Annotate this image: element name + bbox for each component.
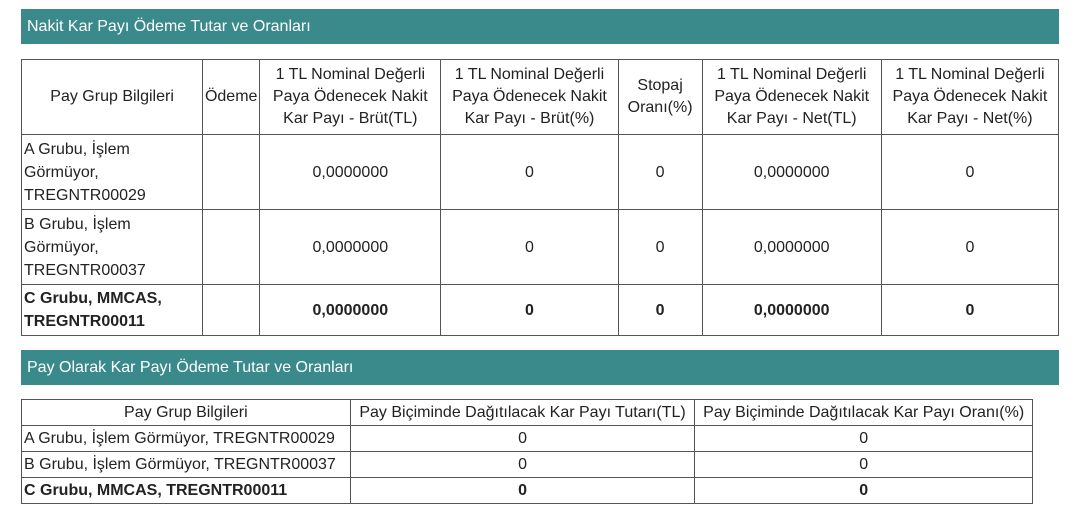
table-row (22, 478, 1033, 504)
col-header-group: Pay Grup Bilgileri (22, 60, 203, 135)
col-header-net-tl: 1 TL Nominal Değerli Paya Ödenecek Nakit Kar Payı - Net(TL) (702, 60, 881, 135)
gross-pct-cell: 0 (441, 285, 618, 336)
withholding-cell: 0 (618, 210, 702, 285)
col-header-gross-pct: 1 TL Nominal Değerli Paya Ödenecek Nakit Kar Payı - Brüt(%) (441, 60, 618, 135)
gross-tl-cell: 0,0000000 (260, 210, 441, 285)
gross-pct-cell: 0 (441, 135, 618, 210)
ratio-cell: 0 (695, 426, 1033, 452)
group-cell: B Grubu, İşlem Görmüyor, TREGNTR00037 (22, 210, 203, 285)
group-cell: A Grubu, İşlem Görmüyor, TREGNTR00029 (22, 426, 351, 452)
amount-cell: 0 (350, 452, 695, 478)
payment-cell (203, 285, 260, 336)
net-pct-cell: 0 (881, 135, 1058, 210)
withholding-cell: 0 (618, 135, 702, 210)
net-pct-cell: 0 (881, 210, 1058, 285)
net-tl-cell: 0,0000000 (702, 210, 881, 285)
gross-pct-cell: 0 (441, 210, 618, 285)
table-row (22, 210, 1059, 285)
net-pct-cell: 0 (881, 285, 1058, 336)
cash-dividend-table (21, 59, 1059, 336)
gross-tl-cell: 0,0000000 (260, 135, 441, 210)
group-cell: B Grubu, İşlem Görmüyor, TREGNTR00037 (22, 452, 351, 478)
withholding-cell: 0 (618, 285, 702, 336)
col-header-ratio: Pay Biçiminde Dağıtılacak Kar Payı Oranı(%) (695, 400, 1033, 426)
table-header-row (22, 60, 1059, 135)
cash-dividend-section-title: Nakit Kar Payı Ödeme Tutar ve Oranları (21, 9, 1059, 44)
col-header-gross-tl: 1 TL Nominal Değerli Paya Ödenecek Nakit Kar Payı - Brüt(TL) (260, 60, 441, 135)
gross-tl-cell: 0,0000000 (260, 285, 441, 336)
table-header-row (22, 400, 1033, 426)
payment-cell (203, 210, 260, 285)
share-dividend-section-title: Pay Olarak Kar Payı Ödeme Tutar ve Oranları (21, 350, 1059, 385)
ratio-cell: 0 (695, 478, 1033, 504)
amount-cell: 0 (350, 478, 695, 504)
col-header-net-pct: 1 TL Nominal Değerli Paya Ödenecek Nakit Kar Payı - Net(%) (881, 60, 1058, 135)
col-header-group: Pay Grup Bilgileri (22, 400, 351, 426)
share-dividend-table (21, 399, 1033, 504)
net-tl-cell: 0,0000000 (702, 285, 881, 336)
payment-cell (203, 135, 260, 210)
group-cell: C Grubu, MMCAS, TREGNTR00011 (22, 478, 351, 504)
group-cell: C Grubu, MMCAS, TREGNTR00011 (22, 285, 203, 336)
table-row (22, 285, 1059, 336)
amount-cell: 0 (350, 426, 695, 452)
net-tl-cell: 0,0000000 (702, 135, 881, 210)
group-cell: A Grubu, İşlem Görmüyor, TREGNTR00029 (22, 135, 203, 210)
table-row (22, 452, 1033, 478)
table-row (22, 426, 1033, 452)
ratio-cell: 0 (695, 452, 1033, 478)
col-header-amount: Pay Biçiminde Dağıtılacak Kar Payı Tutarı(TL) (350, 400, 695, 426)
col-header-withholding: Stopaj Oranı(%) (618, 60, 702, 135)
table-row (22, 135, 1059, 210)
col-header-payment: Ödeme (203, 60, 260, 135)
